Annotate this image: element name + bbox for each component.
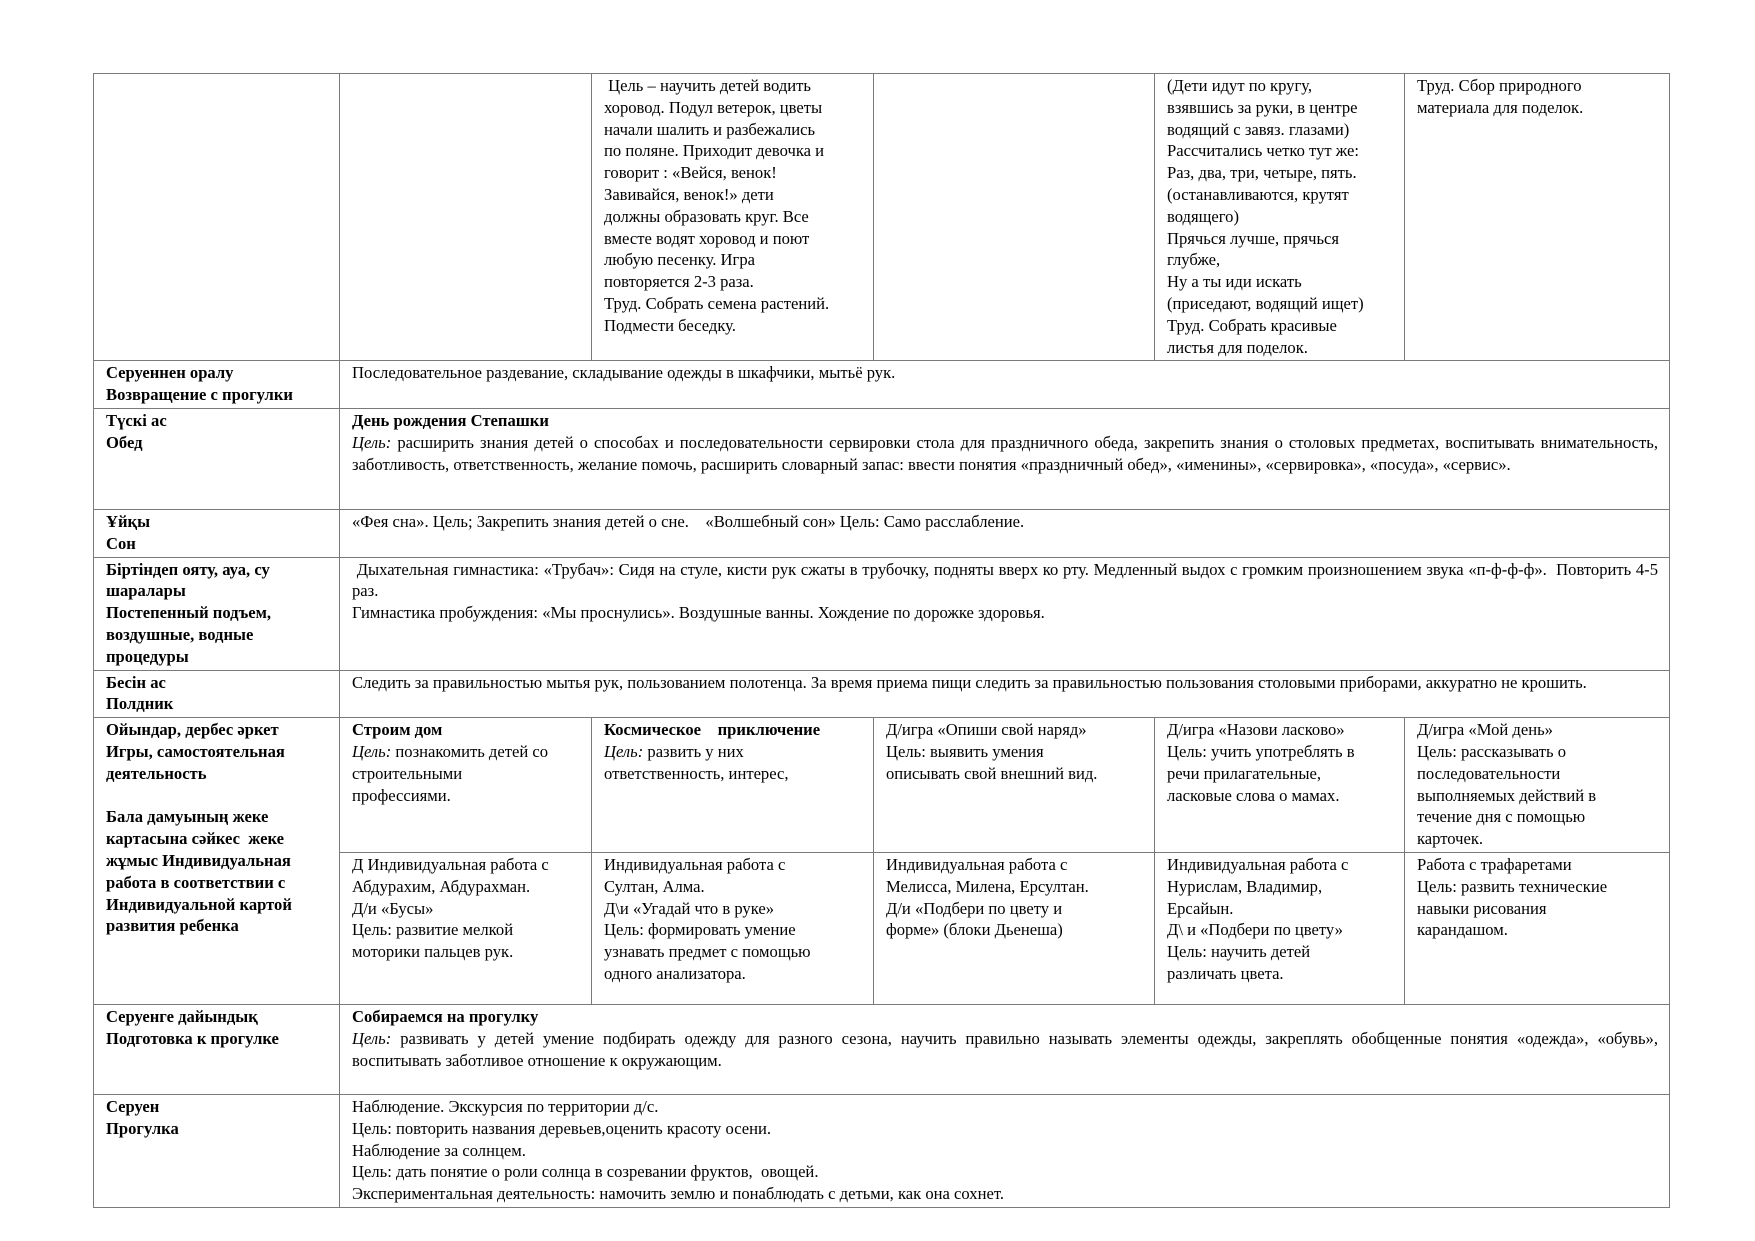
text-lines: Д Индивидуальная работа с Абдурахим, Абдурахман. Д/и «Бусы» Цель: развитие мелкой моторики пальцев рук.	[352, 854, 549, 962]
label-lines: Серуеннен оралу Возвращение с прогулки	[106, 363, 293, 405]
section-label	[94, 718, 340, 1005]
wakeup-gymnastics: Гимнастика пробуждения: «Мы проснулись». Воздушные ванны. Хождение по дорожке здоровья.	[352, 603, 1045, 623]
game-c2	[340, 718, 592, 853]
game-c4	[874, 718, 1155, 853]
label-lines: Серуен Прогулка	[106, 1096, 179, 1138]
text-lines: Индивидуальная работа с Нурислам, Владимир, Ерсайын. Д\ и «Подбери по цвету» Цель: научить детей различать цвета.	[1167, 854, 1349, 983]
goal-prefix: Цель:	[352, 1028, 392, 1048]
daily-plan-table	[93, 73, 1670, 1208]
game-goal: развить у них ответственность, интерес,	[604, 741, 789, 783]
row-wakeup	[94, 557, 1670, 670]
sleep-text: «Фея сна». Цель; Закрепить знания детей о сне. «Волшебный сон» Цель: Само расслабление.	[352, 511, 1025, 531]
individual-c3	[592, 852, 874, 1004]
row-lunch	[94, 408, 1670, 509]
prep-title: Собираемся на прогулку	[352, 1006, 539, 1026]
label-lines: Бала дамуының жеке картасына сәйкес жеке жұмыс Индивидуальная работа в соответствии с Индивидуальной картой развития ребенка	[106, 807, 292, 936]
section-label	[94, 670, 340, 718]
text-lines: Индивидуальная работа с Султан, Алма. Д\и «Угадай что в руке» Цель: формировать умение узнавать предмет с помощью одного анализатора.	[604, 854, 811, 983]
game-c3	[592, 718, 874, 853]
lunch-title: День рождения Степашки	[352, 410, 549, 430]
section-label	[94, 361, 340, 409]
label-lines: Серуенге дайындық Подготовка к прогулке	[106, 1006, 279, 1048]
text-lines: Д/игра «Опиши свой наряд» Цель: выявить умения описывать свой внешний вид.	[886, 720, 1098, 783]
section-content	[340, 408, 1670, 509]
goal-prefix: Цель:	[604, 741, 644, 761]
cell-walk-c5	[1155, 74, 1405, 361]
prep-goal: развивать у детей умение подбирать одежду для разного сезона, научить правильно называть элементы одежды, закреплять обобщенные понятия «одежда», «обувь», воспитывать заботливое отношение к окружающим.	[352, 1028, 1658, 1070]
cell-empty	[340, 74, 592, 361]
individual-c6	[1405, 852, 1670, 1004]
game-goal: познакомить детей со строительными профессиями.	[352, 741, 549, 805]
row-snack	[94, 670, 1670, 718]
section-content	[340, 1004, 1670, 1094]
text-lines: Д/игра «Мой день» Цель: рассказывать о последовательности выполняемых действий в течение дня с помощью карточек.	[1417, 720, 1597, 849]
text-lines: (Дети идут по кругу, взявшись за руки, в центре водящий с завяз. глазами) Рассчитались четко тут же: Раз, два, три, четыре, пять. (останавливаются, крутят водящего) Прячься лучше, прячься глубже, Ну а ты иди искать (приседают, водящий ищет) Труд. Собрать красивые листья для поделок.	[1167, 76, 1364, 357]
text-lines: Труд. Сбор природного материала для поделок.	[1417, 76, 1584, 117]
section-content	[340, 1094, 1670, 1207]
row-return	[94, 361, 1670, 409]
label-lines: Бесін ас Полдник	[106, 672, 174, 714]
game-title: Строим дом	[352, 720, 443, 740]
text-lines: Д/игра «Назови ласково» Цель: учить употреблять в речи прилагательные, ласковые слова о мамах.	[1167, 720, 1355, 805]
walk-lines: Наблюдение. Экскурсия по территории д/с. Цель: повторить названия деревьев,оценить красоту осени. Наблюдение за солнцем. Цель: дать понятие о роли солнца в созревании фруктов, овощей. Экспериментальная деятельность: намочить землю и понаблюдать с детьми, как она сохнет.	[352, 1096, 1004, 1204]
individual-c2	[340, 852, 592, 1004]
cell-walk-c3	[592, 74, 874, 361]
cell-empty-label	[94, 74, 340, 361]
lunch-goal: расширить знания детей о способах и последовательности сервировки стола для праздничного обеда, закрепить знания о столовых предметах, воспитывать внимательность, заботливость, ответственность, желание помочь, расширить словарный запас: ввести понятия «праздничный обед», «именины», «сервировка», «посуда», «сервис».	[352, 432, 1658, 474]
label-lines: Түскі ас Обед	[106, 410, 167, 452]
goal-prefix: Цель:	[352, 741, 392, 761]
text-lines: Работа с трафаретами Цель: развить технические навыки рисования карандашом.	[1417, 854, 1608, 940]
text-lines: Индивидуальная работа с Мелисса, Милена, Ерсултан. Д/и «Подбери по цвету и форме» (блоки Дьенеша)	[886, 854, 1089, 940]
cell-empty	[874, 74, 1155, 361]
section-content	[340, 361, 1670, 409]
row-sleep	[94, 509, 1670, 557]
label-lines: Ойындар, дербес әркет Игры, самостоятельная деятельность	[106, 720, 285, 783]
individual-c4	[874, 852, 1155, 1004]
row-walk-continuation	[94, 74, 1670, 361]
goal-prefix: Цель:	[352, 432, 392, 452]
section-label	[94, 1094, 340, 1207]
section-label	[94, 509, 340, 557]
snack-text: Следить за правильностью мытья рук, пользованием полотенца. За время приема пищи следить за правильностью пользования столовыми приборами, аккуратно не крошить.	[352, 672, 1587, 692]
section-content	[340, 670, 1670, 718]
game-c6	[1405, 718, 1670, 853]
section-content	[340, 557, 1670, 670]
row-games	[94, 718, 1670, 853]
row-prep	[94, 1004, 1670, 1094]
label-lines: Ұйқы Сон	[106, 511, 151, 553]
section-label	[94, 1004, 340, 1094]
game-c5	[1155, 718, 1405, 853]
cell-walk-c6	[1405, 74, 1670, 361]
row-walk	[94, 1094, 1670, 1207]
wakeup-breathing: Дыхательная гимнастика: «Трубач»: Сидя на стуле, кисти рук сжаты в трубочку, подняты вверх ко рту. Медленный выдох с громким произношением звука «п-ф-ф-ф». Повторить 4-5 раз.	[352, 559, 1663, 601]
game-title: Космическое приключение	[604, 720, 821, 740]
section-label	[94, 557, 340, 670]
text-lines: Цель – научить детей водить хоровод. Подул ветерок, цветы начали шалить и разбежались по поляне. Приходит девочка и говорит : «Вейся, венок! Завивайся, венок!» дети должны образовать круг. Все вместе водят хоровод и поют любую песенку. Игра повторяется 2-3 раза. Труд. Собрать семена растений. Подмести беседку.	[604, 76, 830, 335]
section-content	[340, 509, 1670, 557]
individual-c5	[1155, 852, 1405, 1004]
return-text: Последовательное раздевание, складывание одежды в шкафчики, мытьё рук.	[352, 363, 896, 383]
section-label	[94, 408, 340, 509]
label-lines: Біртіндеп ояту, ауа, су шаралары Постепенный подъем, воздушные, водные процедуры	[106, 559, 272, 666]
